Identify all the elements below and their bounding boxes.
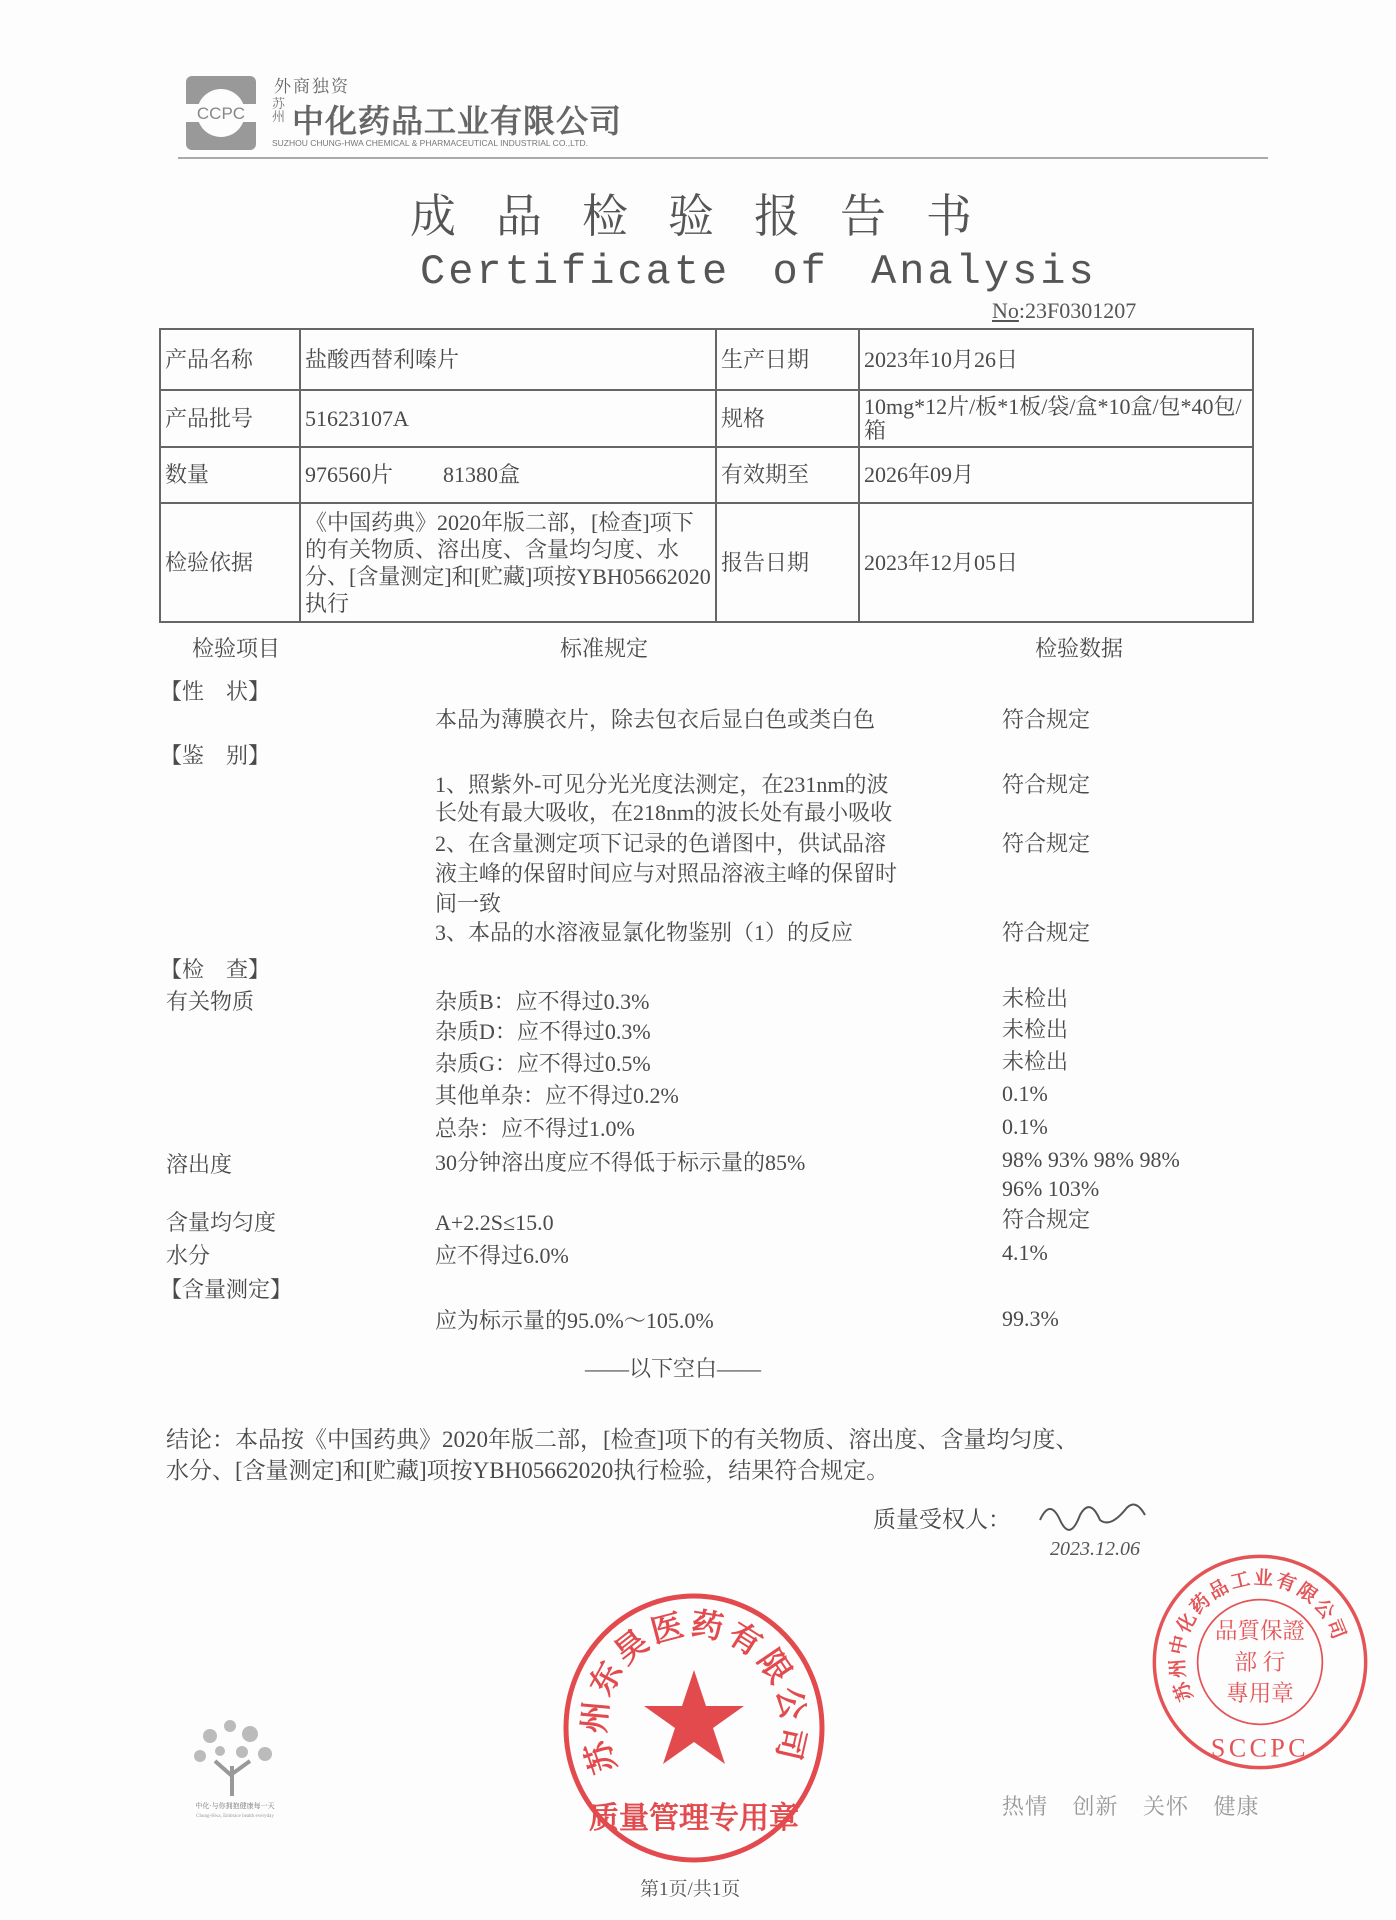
conclusion-line1: 结论：本品按《中国药典》2020年版二部，[检查]项下的有关物质、溶出度、含量均匀度、	[166, 1427, 1079, 1452]
inspection-basis: 《中国药典》2020年版二部，[检查]项下的有关物质、溶出度、含量均匀度、水分、[含量测定]和[贮藏]项按YBH05662020执行	[300, 503, 716, 622]
table-row	[160, 447, 1253, 503]
authorized-person-label: 质量受权人：	[873, 1507, 1011, 1532]
impurity-d-standard: 杂质D：应不得过0.3%	[435, 1019, 651, 1044]
page-title: 成品检验报告书	[410, 191, 1012, 242]
stamp2-bottom: 质量管理专用章	[589, 1802, 799, 1835]
uniformity-standard: A+2.2S≤15.0	[435, 1210, 554, 1235]
other-impurity-standard: 其他单杂：应不得过0.2%	[435, 1083, 679, 1108]
header-divider	[178, 157, 1268, 159]
product-info-table	[159, 328, 1254, 623]
id2-standard-line3: 间一致	[435, 891, 502, 916]
page-subtitle: Certificate of Analysis	[420, 248, 1097, 296]
product-name: 盐酸西替利嗪片	[300, 329, 716, 390]
blank-below-note: ——以下空白——	[585, 1356, 762, 1381]
dissolution-result-line1: 98% 93% 98% 98%	[1002, 1147, 1180, 1172]
conclusion-line2: 水分、[含量测定]和[贮藏]项按YBH05662020执行检验，结果符合规定。	[166, 1458, 890, 1483]
logo-mark-text: CCPC	[196, 104, 246, 123]
quantity-tablets: 976560片	[305, 462, 394, 487]
report-date-label: 报告日期	[716, 503, 859, 622]
assay-result: 99.3%	[1002, 1306, 1059, 1331]
quantity	[300, 447, 716, 503]
stamp1-center2: 部 行	[1234, 1649, 1286, 1675]
quantity-label: 数量	[160, 447, 300, 503]
report-number-value: :23F0301207	[1018, 298, 1137, 323]
id2-standard-line2: 液主峰的保留时间应与对照品溶液主峰的保留时	[435, 861, 898, 886]
basis-label: 检验依据	[160, 503, 300, 622]
footer-logo-en: Chung-Hwa, Embrace health everyday	[196, 1814, 274, 1819]
id1-standard-line1: 1、照紫外-可见分光光度法测定，在231nm的波	[435, 772, 889, 797]
company-name: 中化药品工业有限公司	[292, 102, 623, 140]
column-header-item: 检验项目	[192, 636, 281, 661]
assay-standard: 应为标示量的95.0%～105.0%	[435, 1308, 714, 1333]
section-check: 【检 查】	[160, 957, 271, 982]
signature-date: 2023.12.06	[1050, 1538, 1140, 1560]
footer-logo-text: 中化·与你拥抱健康每一天	[195, 1802, 275, 1810]
impurity-g-result: 未检出	[1002, 1049, 1069, 1074]
id1-result: 符合规定	[1002, 772, 1091, 797]
tree-logo-icon	[180, 1706, 290, 1821]
logo-tagline: 外商独资	[274, 77, 350, 97]
mfg-date: 2023年10月26日	[859, 329, 1253, 390]
impurity-b-standard: 杂质B：应不得过0.3%	[435, 989, 650, 1014]
water-standard: 应不得过6.0%	[435, 1243, 569, 1268]
id3-result: 符合规定	[1002, 920, 1091, 945]
total-impurity-standard: 总杂：应不得过1.0%	[435, 1116, 635, 1141]
impurity-g-standard: 杂质G：应不得过0.5%	[435, 1051, 651, 1076]
mfg-date-label: 生产日期	[716, 329, 859, 390]
id2-standard-line1: 2、在含量测定项下记录的色谱图中，供试品溶	[435, 831, 887, 856]
quantity-boxes: 81380盒	[443, 462, 521, 487]
signature	[1030, 1490, 1180, 1538]
impurity-d-result: 未检出	[1002, 1017, 1069, 1042]
expiry-label: 有效期至	[716, 447, 859, 503]
water-label: 水分	[166, 1243, 211, 1268]
report-number-label: No	[992, 298, 1019, 323]
other-impurity-result: 0.1%	[1002, 1081, 1048, 1106]
star-icon	[644, 1670, 744, 1764]
batch-number: 51623107A	[300, 390, 716, 447]
footer-slogan: 热情 创新 关怀 健康	[1002, 1794, 1260, 1819]
section-appearance: 【性 状】	[160, 679, 271, 704]
total-impurity-result: 0.1%	[1002, 1114, 1048, 1139]
uniformity-label: 含量均匀度	[166, 1210, 277, 1235]
spec: 10mg*12片/板*1板/袋/盒*10盒/包*40包/箱	[859, 390, 1253, 447]
id1-standard-line2: 长处有最大吸收，在218nm的波长处有最小吸收	[435, 800, 893, 825]
manufacturer-seal-stamp	[1150, 1552, 1370, 1772]
stamp1-ring-text: 苏州中化药品工业有限公司	[1167, 1567, 1350, 1704]
dissolution-label: 溶出度	[166, 1152, 233, 1177]
water-result: 4.1%	[1002, 1240, 1048, 1265]
related-substances-label: 有关物质	[166, 989, 255, 1014]
uniformity-result: 符合规定	[1002, 1207, 1091, 1232]
table-row	[160, 503, 1253, 622]
logo-city: 苏州	[272, 97, 286, 125]
stamp1-center1: 品質保證	[1214, 1618, 1306, 1644]
id2-result: 符合规定	[1002, 831, 1091, 856]
table-row	[160, 329, 1253, 390]
table-row	[160, 390, 1253, 447]
stamp1-bottom: SCCPC	[1210, 1733, 1310, 1763]
dissolution-standard: 30分钟溶出度应不得低于标示量的85%	[435, 1150, 806, 1175]
stamp1-center3: 專用章	[1226, 1680, 1294, 1706]
spec-label: 规格	[716, 390, 859, 447]
column-header-standard: 标准规定	[560, 636, 649, 661]
section-assay: 【含量测定】	[160, 1277, 293, 1302]
company-logo-icon	[184, 74, 258, 152]
page-info: 第1页/共1页	[640, 1879, 741, 1900]
column-header-result: 检验数据	[1035, 636, 1124, 661]
section-identification: 【鉴 别】	[160, 743, 271, 768]
appearance-result: 符合规定	[1002, 707, 1091, 732]
batch-label: 产品批号	[160, 390, 300, 447]
distributor-quality-stamp	[556, 1590, 832, 1866]
company-name-en: SUZHOU CHUNG-HWA CHEMICAL & PHARMACEUTICAL INDUSTRIAL CO.,LTD.	[272, 138, 588, 148]
id3-standard: 3、本品的水溶液显氯化物鉴别（1）的反应	[435, 920, 854, 945]
expiry-date: 2026年09月	[859, 447, 1253, 503]
appearance-standard: 本品为薄膜衣片，除去包衣后显白色或类白色	[435, 707, 876, 732]
report-number	[992, 298, 1136, 324]
report-date: 2023年12月05日	[859, 503, 1253, 622]
dissolution-result-line2: 96% 103%	[1002, 1176, 1100, 1201]
stamp2-ring-text: 苏州东昊医药有限公司	[575, 1605, 813, 1778]
product-name-label: 产品名称	[160, 329, 300, 390]
impurity-b-result: 未检出	[1002, 986, 1069, 1011]
